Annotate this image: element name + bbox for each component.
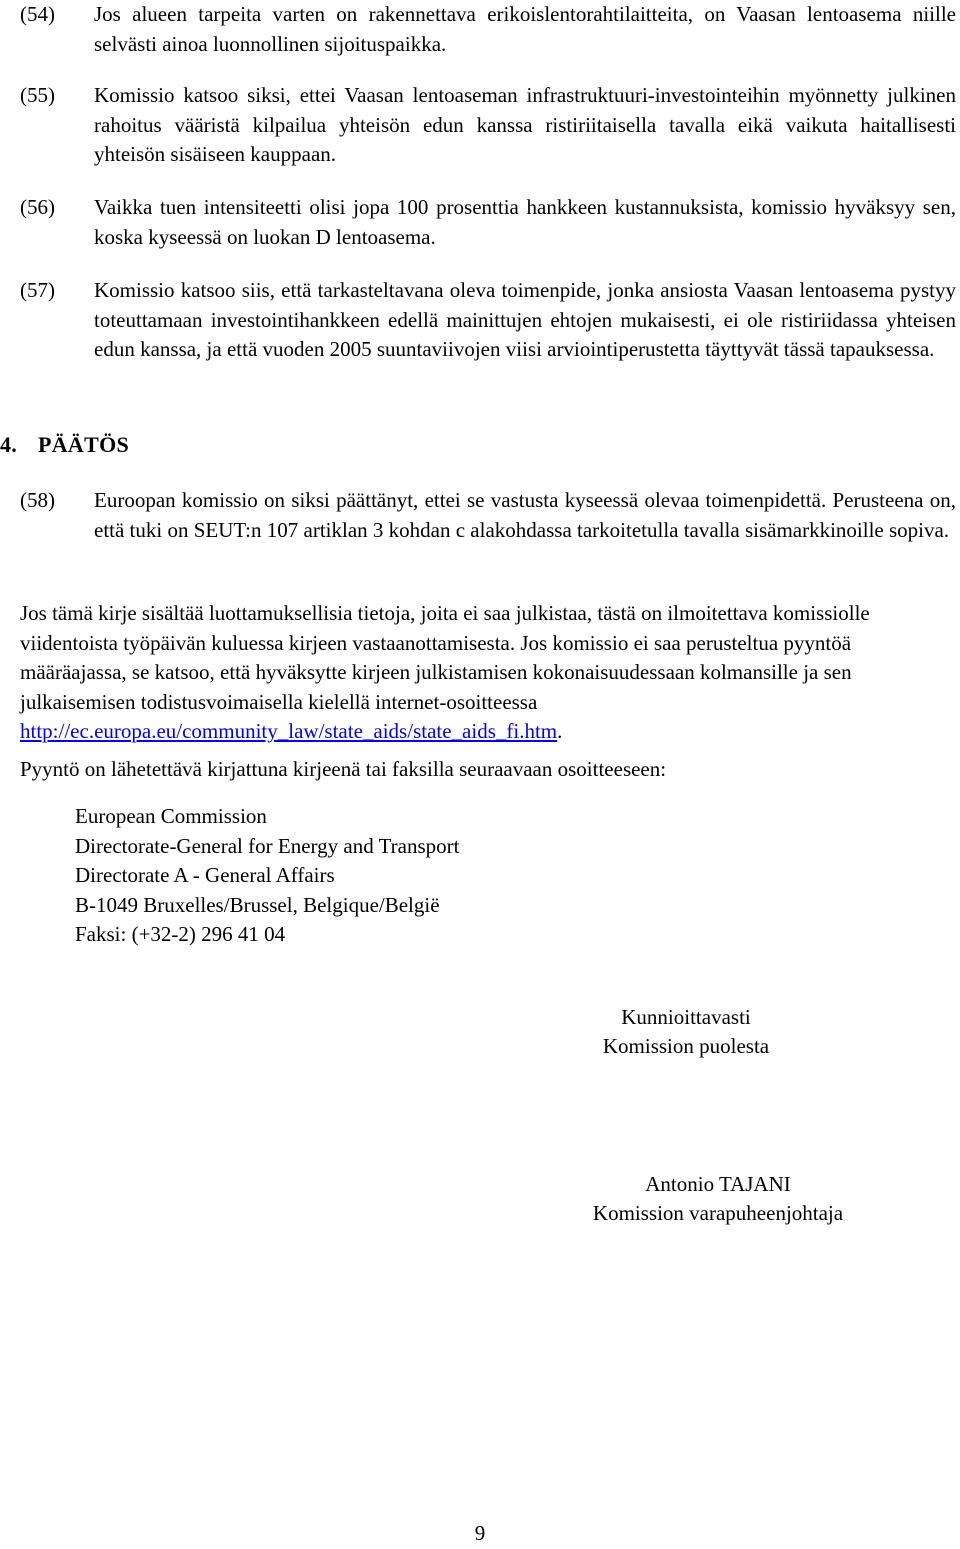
paragraph-text: Euroopan komissio on siksi päättänyt, ettei se vastusta kyseessä olevaa toimenpidettä. Perusteena on, että tuki on SEUT:n 107 artiklan 3 kohdan c alakohdassa tarkoitetulla tavalla sisämarkkinoille sopiva.	[94, 488, 956, 542]
address-line: European Commission	[75, 804, 267, 828]
closing-on-behalf: Komission puolesta	[602, 1034, 770, 1058]
section-heading	[0, 430, 129, 460]
state-aids-link[interactable]: http://ec.europa.eu/community_law/state_aids/state_aids_fi.htm	[20, 719, 558, 743]
fax-line: Faksi: (+32-2) 296 41 04	[75, 922, 286, 946]
address-line: Directorate A - General Affairs	[75, 863, 335, 887]
signatory-title: Komission varapuheenjohtaja	[592, 1201, 844, 1225]
paragraph-58	[20, 486, 956, 545]
signatory-name: Antonio TAJANI	[645, 1172, 791, 1196]
section-title: PÄÄTÖS	[38, 432, 130, 457]
paragraph-number: (55)	[20, 83, 55, 107]
paragraph-55	[20, 81, 956, 170]
paragraph-text: Komissio katsoo siksi, ettei Vaasan lentoaseman infrastruktuuri-investointeihin myönnetty julkinen rahoitus vääristä kilpailua yhteisön edun kanssa ristiriitaisella tavalla eikä vaikuta haitallisesti yhteisön sisäiseen kauppaan.	[94, 83, 956, 166]
section-number: 4.	[0, 432, 18, 457]
paragraph-number: (57)	[20, 278, 55, 302]
paragraph-number: (58)	[20, 488, 55, 512]
paragraph-text: Vaikka tuen intensiteetti olisi jopa 100 prosenttia hankkeen kustannuksista, komissio hyväksyy sen, koska kyseessä on luokan D lentoasema.	[94, 195, 956, 249]
link-trailing-punctuation: .	[557, 719, 563, 743]
request-intro: Pyyntö on lähetettävä kirjattuna kirjeenä tai faksilla seuraavaan osoitteeseen:	[20, 757, 667, 781]
paragraph-text: Jos alueen tarpeita varten on rakennettava erikoislentorahtilaitteita, on Vaasan lentoasema niille selvästi ainoa luonnollinen sijoituspaikka.	[94, 2, 956, 56]
paragraph-57	[20, 276, 956, 365]
address-line: Directorate-General for Energy and Transport	[75, 833, 460, 858]
paragraph-text: Komissio katsoo siis, että tarkasteltavana oleva toimenpide, jonka ansiosta Vaasan lentoasema pystyy toteuttamaan investointihankkeen edellä mainittujen ehtojen mukaisesti, ei ole ristiriidassa yhteisen edun kanssa, ja että vuoden 2005 suuntaviivojen viisi arviointiperustetta täyttyvät tässä tapauksessa.	[94, 278, 956, 361]
closing-regards: Kunnioittavasti	[621, 1005, 751, 1029]
page-number: 9	[474, 1521, 486, 1545]
address-block	[75, 802, 459, 950]
paragraph-number: (54)	[20, 2, 55, 26]
paragraph-56	[20, 193, 956, 252]
confidentiality-notice	[20, 599, 956, 747]
paragraph-number: (56)	[20, 195, 55, 219]
paragraph-54	[20, 0, 956, 59]
address-line: B-1049 Bruxelles/Brussel, Belgique/België	[75, 892, 440, 917]
confidentiality-text: Jos tämä kirje sisältää luottamuksellisia tietoja, joita ei saa julkistaa, tästä on ilmoitettava komissiolle viidentoista työpäivän kuluessa kirjeen vastaanottamisesta. Jos komissio ei saa perusteltua pyyntöä määräajassa, se katsoo, että hyväksytte kirjeen julkistamisen kokonaisuudessaan kolmansille ja sen julkaisemisen todistusvoimaisella kielellä internet-osoitteessa	[20, 601, 870, 714]
